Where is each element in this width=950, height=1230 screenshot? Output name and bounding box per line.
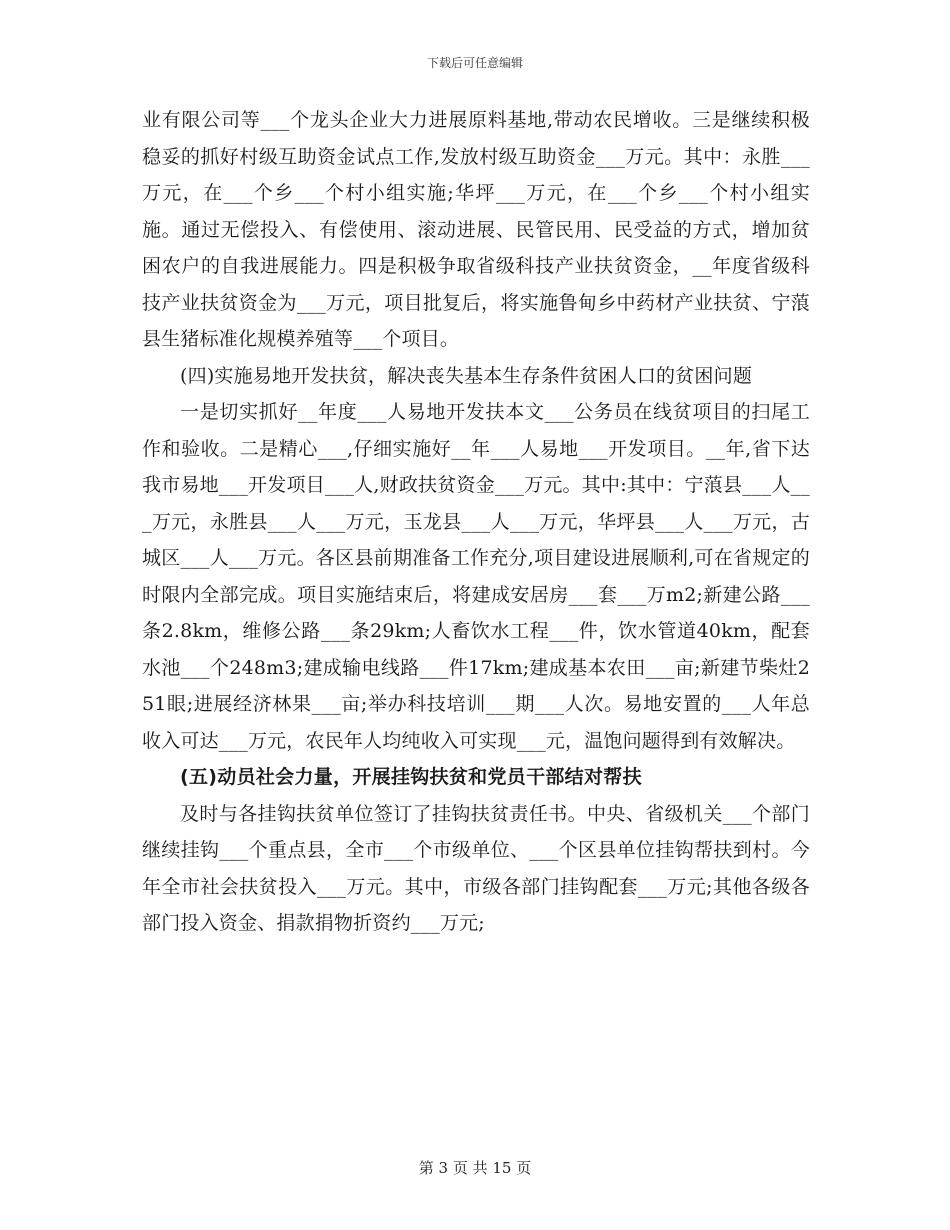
paragraph-paired-assistance: 及时与各挂钩扶贫单位签订了挂钩扶贫责任书。中央、省级机关___个部门继续挂钩___个重点县，全市___个市级单位、___个区县单位挂钩帮扶到村。今年全市社会扶贫投入___万元。其中，市级各部门挂钩配套___万元;其他各级各部门投入资金、捐款捐物折资约___万元; (142, 802, 810, 934)
document-body (142, 102, 810, 942)
page-header: 下载后可任意编辑 (426, 56, 523, 70)
paragraph-relocation-projects: 一是切实抓好__年度___人易地开发扶本文___公务员在线贫项目的扫尾工作和验收。二是精心___,仔细实施好__年___人易地___开发项目。__年,省下达我市易地___开发项目___人,财政扶贫资金___万元。其中:其中：宁蒗县___人___万元，永胜县___人___万元，玉龙县___人___万元，华坪县___人___万元，古城区___人___万元。各区县前期准备工作充分,项目建设进展顺利,可在省规定的时限内全部完成。项目实施结束后，将建成安居房___套___万m2;新建公路___条2.8km，维修公路___条29km;人畜饮水工程___件，饮水管道40km，配套水池___个248m3;建成输电线路___件17km;建成基本农田___亩;新建节柴灶251眼;进展经济林果___亩;举办科技培训___期___人次。易地安置的___人年总收入可达___万元，农民年人均纯收入可实现___元，温饱问题得到有效解决。 (142, 401, 810, 752)
paragraph-industry-support: 业有限公司等___个龙头企业大力进展原料基地,带动农民增收。三是继续积极稳妥的抓好村级互助资金试点工作,发放村级互助资金___万元。其中：永胜___万元，在___个乡___个村小组实施;华坪___万元，在___个乡___个村小组实施。通过无偿投入、有偿使用、滚动进展、民管民用、民受益的方式，增加贫困农户的自我进展能力。四是积极争取省级科技产业扶贫资金，__年度省级科技产业扶贫资金为___万元，项目批复后，将实施鲁甸乡中药材产业扶贫、宁蒗县生猪标准化规模养殖等___个项目。 (142, 109, 810, 350)
page-footer: 第 3 页 共 15 页 (418, 1159, 532, 1177)
section-heading-relocation: (四)实施易地开发扶贫，解决丧失基本生存条件贫困人口的贫困问题 (180, 364, 753, 387)
section-heading-social-mobilization: (五)动员社会力量，开展挂钩扶贫和党员干部结对帮扶 (180, 766, 642, 788)
